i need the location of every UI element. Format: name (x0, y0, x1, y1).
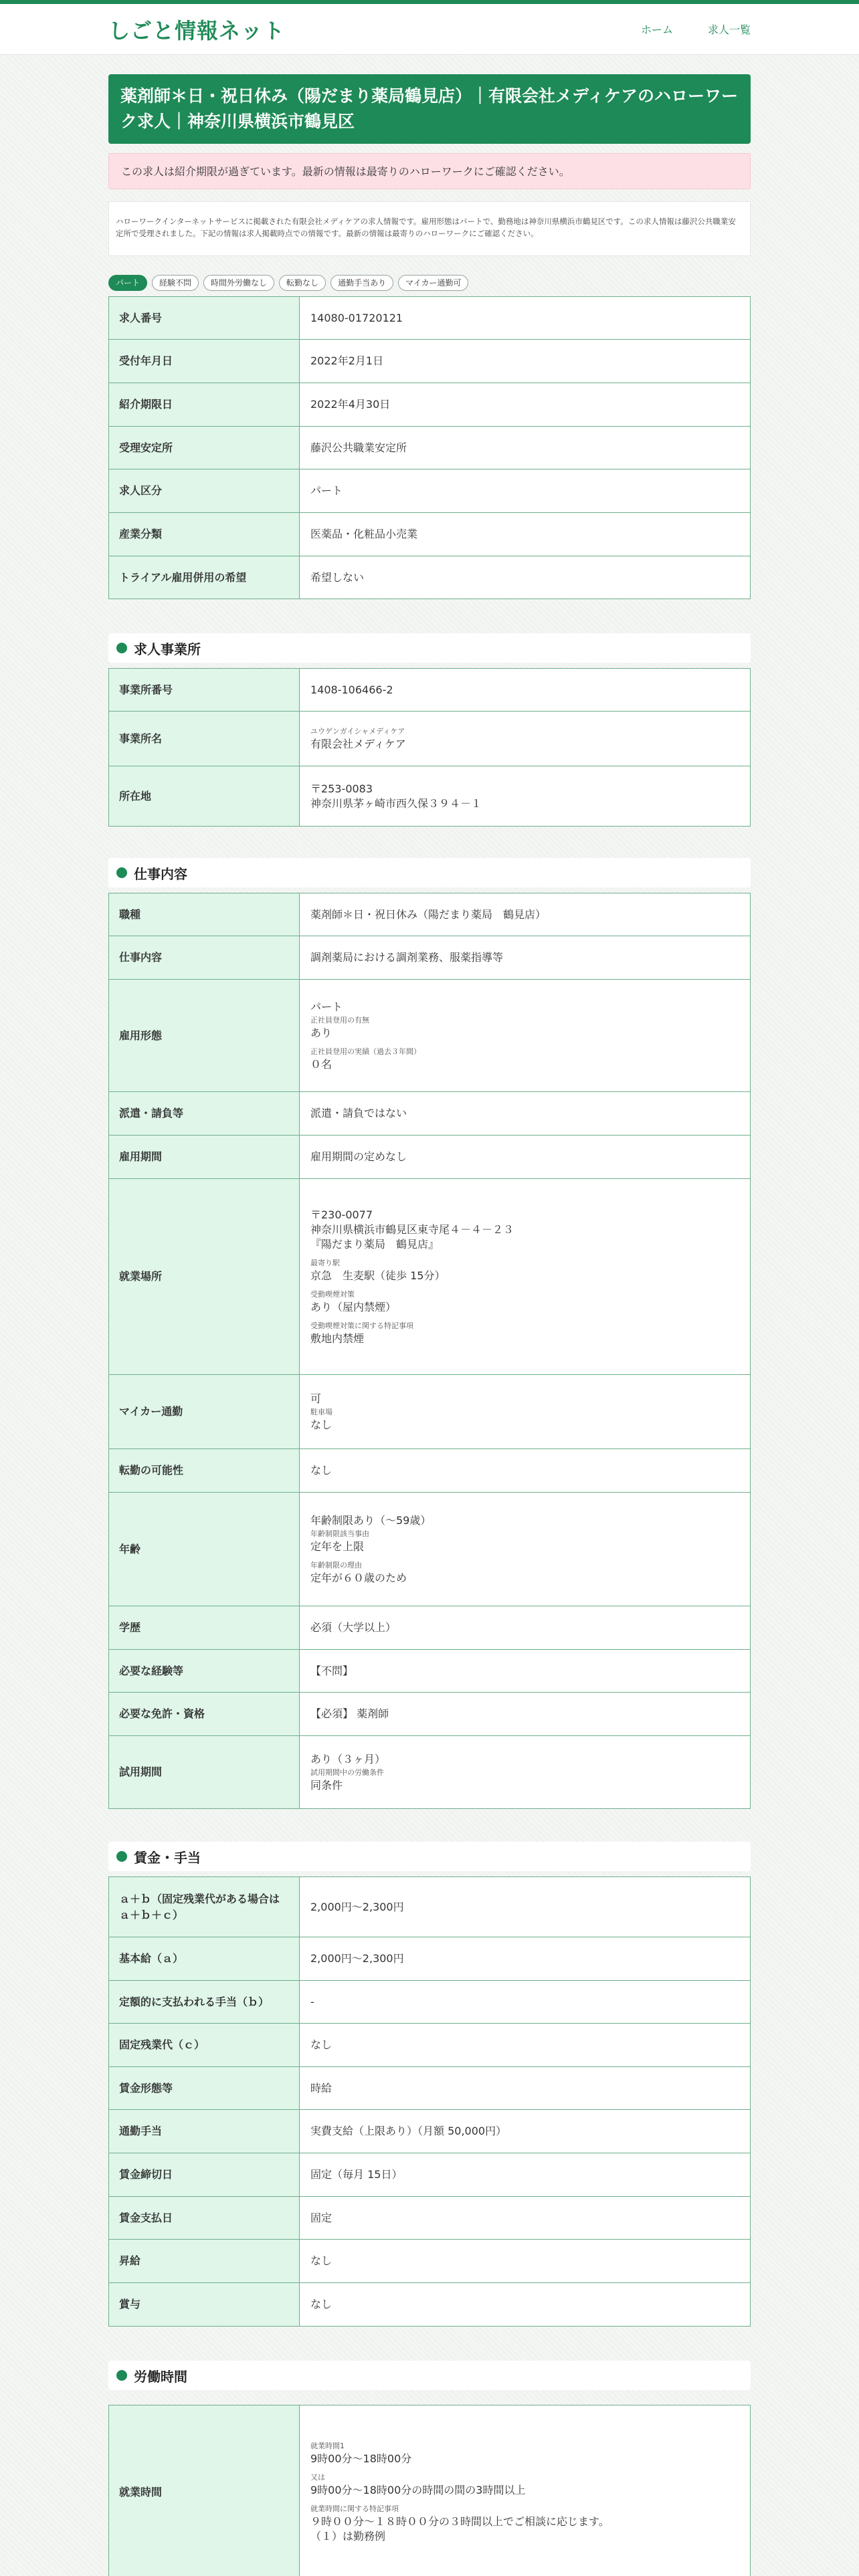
place-address: 神奈川県横浜市鶴見区東寺尾４－４－２３ (310, 1222, 514, 1236)
table-row (109, 1136, 751, 1179)
row-value: 14080-01720121 (300, 297, 751, 340)
table-row (109, 469, 751, 513)
header-nav (641, 21, 751, 37)
car-commute: 可 (310, 1392, 322, 1405)
hours-note-2: （１）は勤務例 (310, 2530, 386, 2543)
row-label: 事業所番号 (109, 669, 300, 712)
row-label: 雇用形態 (109, 980, 300, 1092)
row-label: 派遣・請負等 (109, 1092, 300, 1136)
table-row (109, 2240, 751, 2283)
row-value: 藤沢公共職業安定所 (300, 427, 751, 469)
row-label: ａ＋ｂ（固定残業代がある場合はａ＋ｂ＋ｃ） (109, 1877, 300, 1937)
row-label: 就業時間 (109, 2405, 300, 2576)
car-commute-cell (300, 1375, 751, 1449)
office-postal: 〒253-0083 (310, 782, 373, 795)
tag-list (108, 275, 751, 291)
office-address: 神奈川県茅ヶ崎市西久保３９４－１ (310, 796, 482, 810)
basic-info-table (108, 296, 751, 599)
row-value: なし (300, 2240, 751, 2283)
section-bullet-icon (116, 643, 127, 653)
row-value: なし (300, 2024, 751, 2067)
row-label: 事業所名 (109, 712, 300, 766)
tag-commute-allowance: 通勤手当あり (330, 275, 393, 291)
sub-label: 正社員登用の有無 (310, 1015, 369, 1025)
sub-label: 年齢制限該当事由 (310, 1529, 369, 1538)
trial-condition: 同条件 (310, 1778, 343, 1792)
row-label: 雇用期間 (109, 1136, 300, 1179)
age-reason: 定年が６０歳のため (310, 1571, 407, 1584)
table-row (109, 2405, 751, 2576)
row-value: パート (300, 469, 751, 513)
sub-label: 就業時間に関する特記事項 (310, 2504, 399, 2513)
trial-period: あり（３ヶ月） (310, 1752, 386, 1765)
row-label: 昇給 (109, 2240, 300, 2283)
table-row (109, 669, 751, 712)
table-row (109, 1179, 751, 1375)
nearest-station: 京急 生麦駅（徒歩 15分） (310, 1269, 446, 1282)
main-content (108, 74, 751, 2576)
tag-part-time: パート (108, 275, 147, 291)
row-value: 2,000円～2,300円 (300, 1877, 751, 1937)
row-label: 受理安定所 (109, 427, 300, 469)
row-label: 基本給（ａ） (109, 1937, 300, 1981)
row-label: 学歴 (109, 1606, 300, 1650)
place-name: 『陽だまり薬局 鶴見店』 (310, 1237, 440, 1251)
row-value: 希望しない (300, 556, 751, 599)
row-label: 年齢 (109, 1493, 300, 1606)
page-title: 薬剤師＊日・祝日休み（陽だまり薬局鶴見店）｜有限会社メディケアのハローワーク求人｜神奈川県横浜市鶴見区 (108, 74, 751, 144)
office-name: 有限会社メディケア (310, 738, 406, 750)
sub-label: 正社員登用の実績（過去３年間） (310, 1047, 421, 1056)
table-row (109, 427, 751, 469)
row-label: 賃金形態等 (109, 2067, 300, 2110)
office-address-cell (300, 766, 751, 827)
table-row (109, 2153, 751, 2197)
row-label: 求人区分 (109, 469, 300, 513)
table-row (109, 1877, 751, 1937)
sub-label: 就業時間1 (310, 2442, 345, 2450)
table-row (109, 1606, 751, 1650)
work-time-alt: 9時00分～18時00分の時間の間の3時間以上 (310, 2484, 526, 2496)
row-value: 固定（毎月 15日） (300, 2153, 751, 2197)
table-row (109, 2024, 751, 2067)
employment-type: パート (310, 1000, 343, 1013)
table-row (109, 1650, 751, 1693)
table-row (109, 340, 751, 383)
row-label: 転勤の可能性 (109, 1449, 300, 1493)
row-label: 就業場所 (109, 1179, 300, 1375)
row-label: 賞与 (109, 2283, 300, 2327)
trial-cell (300, 1736, 751, 1809)
place-postal: 〒230-0077 (310, 1208, 373, 1221)
table-row (109, 1981, 751, 2024)
tag-car-commute: マイカー通勤可 (398, 275, 468, 291)
disclaimer-text: ハローワークインターネットサービスに掲載された有限会社メディケアの求人情報です。雇用形態はパートで、勤務地は神奈川県横浜市鶴見区です。この求人情報は藤沢公共職業安定所で受理されました。下記の情報は求人掲載時点での情報です。最新の情報は最寄りのハローワークにご確認ください。 (108, 201, 751, 256)
sub-label: 受動喫煙対策に関する特記事項 (310, 1321, 413, 1330)
wage-table (108, 1876, 751, 2327)
row-value: 2022年4月30日 (300, 383, 751, 427)
table-row (109, 1449, 751, 1493)
table-row (109, 513, 751, 556)
row-value: 【不問】 (300, 1650, 751, 1693)
table-row (109, 712, 751, 766)
tag-no-experience: 経験不問 (152, 275, 199, 291)
sub-label: 駐車場 (310, 1407, 332, 1416)
row-label: 固定残業代（ｃ） (109, 2024, 300, 2067)
table-row (109, 893, 751, 936)
row-label: マイカー通勤 (109, 1375, 300, 1449)
table-row (109, 2197, 751, 2240)
table-row (109, 1693, 751, 1736)
section-title: 仕事内容 (134, 865, 187, 882)
row-value: 時給 (300, 2067, 751, 2110)
site-logo[interactable]: しごと情報ネット (108, 17, 286, 43)
section-bullet-icon (116, 867, 127, 878)
row-value: - (300, 1981, 751, 2024)
table-row (109, 2067, 751, 2110)
section-title: 労働時間 (134, 2368, 187, 2385)
row-value: なし (300, 2283, 751, 2327)
table-row (109, 297, 751, 340)
work-time-1: 9時00分～18時00分 (310, 2452, 412, 2465)
row-label: 産業分類 (109, 513, 300, 556)
section-bullet-icon (116, 2370, 127, 2381)
row-label: 必要な経験等 (109, 1650, 300, 1693)
table-row (109, 1736, 751, 1809)
section-work-heading (108, 858, 751, 887)
row-label: 賃金締切日 (109, 2153, 300, 2197)
row-label: 賃金支払日 (109, 2197, 300, 2240)
row-label: 必要な免許・資格 (109, 1693, 300, 1736)
smoking-note: 敷地内禁煙 (310, 1331, 365, 1345)
sub-label: 年齢制限の理由 (310, 1560, 362, 1570)
row-label: 定額的に支払われる手当（ｂ） (109, 1981, 300, 2024)
office-table (108, 668, 751, 827)
parking: なし (310, 1418, 332, 1431)
table-row (109, 766, 751, 827)
office-name-cell (300, 712, 751, 766)
section-title: 求人事業所 (134, 641, 201, 657)
employment-cell (300, 980, 751, 1092)
row-value: 医薬品・化粧品小売業 (300, 513, 751, 556)
sub-label: 最寄り駅 (310, 1258, 340, 1267)
row-label: 試用期間 (109, 1736, 300, 1809)
section-bullet-icon (116, 1851, 127, 1862)
row-label: トライアル雇用併用の希望 (109, 556, 300, 599)
table-row (109, 383, 751, 427)
office-name-kana: ユウゲンガイシャメディケア (310, 727, 405, 736)
work-table (108, 893, 751, 1809)
expired-notice: この求人は紹介期限が過ぎています。最新の情報は最寄りのハローワークにご確認ください。 (108, 153, 751, 189)
section-title: 賃金・手当 (134, 1849, 201, 1866)
age-range: 定年を上限 (310, 1539, 365, 1553)
section-wage-heading (108, 1842, 751, 1871)
row-label: 所在地 (109, 766, 300, 827)
row-value: 固定 (300, 2197, 751, 2240)
row-value: 調剤薬局における調剤業務、服薬指導等 (300, 936, 751, 980)
row-value: 派遣・請負ではない (300, 1092, 751, 1136)
regular-hire: あり (310, 1026, 332, 1039)
hours-cell (300, 2405, 751, 2576)
row-value: 実費支給（上限あり）（月額 50,000円） (300, 2110, 751, 2153)
age-cell (300, 1493, 751, 1606)
row-label: 職種 (109, 893, 300, 936)
row-value: なし (300, 1449, 751, 1493)
work-place-cell (300, 1179, 751, 1375)
row-value: 必須（大学以上） (300, 1606, 751, 1650)
nav-job-list-link[interactable]: 求人一覧 (707, 23, 751, 36)
hours-note-1: ９時００分～１８時００分の３時間以上でご相談に応じます。 (310, 2515, 609, 2528)
table-row (109, 1937, 751, 1981)
age-limit: 年齢制限あり（～59歳） (310, 1513, 432, 1527)
row-value: 2022年2月1日 (300, 340, 751, 383)
table-row (109, 980, 751, 1092)
row-label: 通勤手当 (109, 2110, 300, 2153)
site-header (0, 4, 859, 55)
row-label: 仕事内容 (109, 936, 300, 980)
table-row (109, 2110, 751, 2153)
section-hours-heading (108, 2361, 751, 2390)
sub-label: 又は (310, 2473, 325, 2482)
office-number: 1408-106466-2 (300, 669, 751, 712)
row-label: 受付年月日 (109, 340, 300, 383)
section-office-heading (108, 633, 751, 663)
table-row (109, 936, 751, 980)
regular-hire-record: ０名 (310, 1057, 332, 1071)
table-row (109, 1375, 751, 1449)
nav-home-link[interactable]: ホーム (640, 23, 673, 36)
smoking-policy: あり（屋内禁煙） (310, 1300, 397, 1313)
table-row (109, 556, 751, 599)
row-label: 紹介期限日 (109, 383, 300, 427)
tag-no-overtime: 時間外労働なし (203, 275, 274, 291)
row-value: 薬剤師＊日・祝日休み（陽だまり薬局 鶴見店） (300, 893, 751, 936)
table-row (109, 1092, 751, 1136)
sub-label: 試用期間中の労働条件 (310, 1767, 384, 1777)
row-value: 2,000円～2,300円 (300, 1937, 751, 1981)
tag-no-transfer: 転勤なし (279, 275, 326, 291)
row-value: 【必須】 薬剤師 (300, 1693, 751, 1736)
table-row (109, 1493, 751, 1606)
row-label: 求人番号 (109, 297, 300, 340)
table-row (109, 2283, 751, 2327)
hours-table (108, 2405, 751, 2576)
sub-label: 受動喫煙対策 (310, 1289, 355, 1299)
row-value: 雇用期間の定めなし (300, 1136, 751, 1179)
